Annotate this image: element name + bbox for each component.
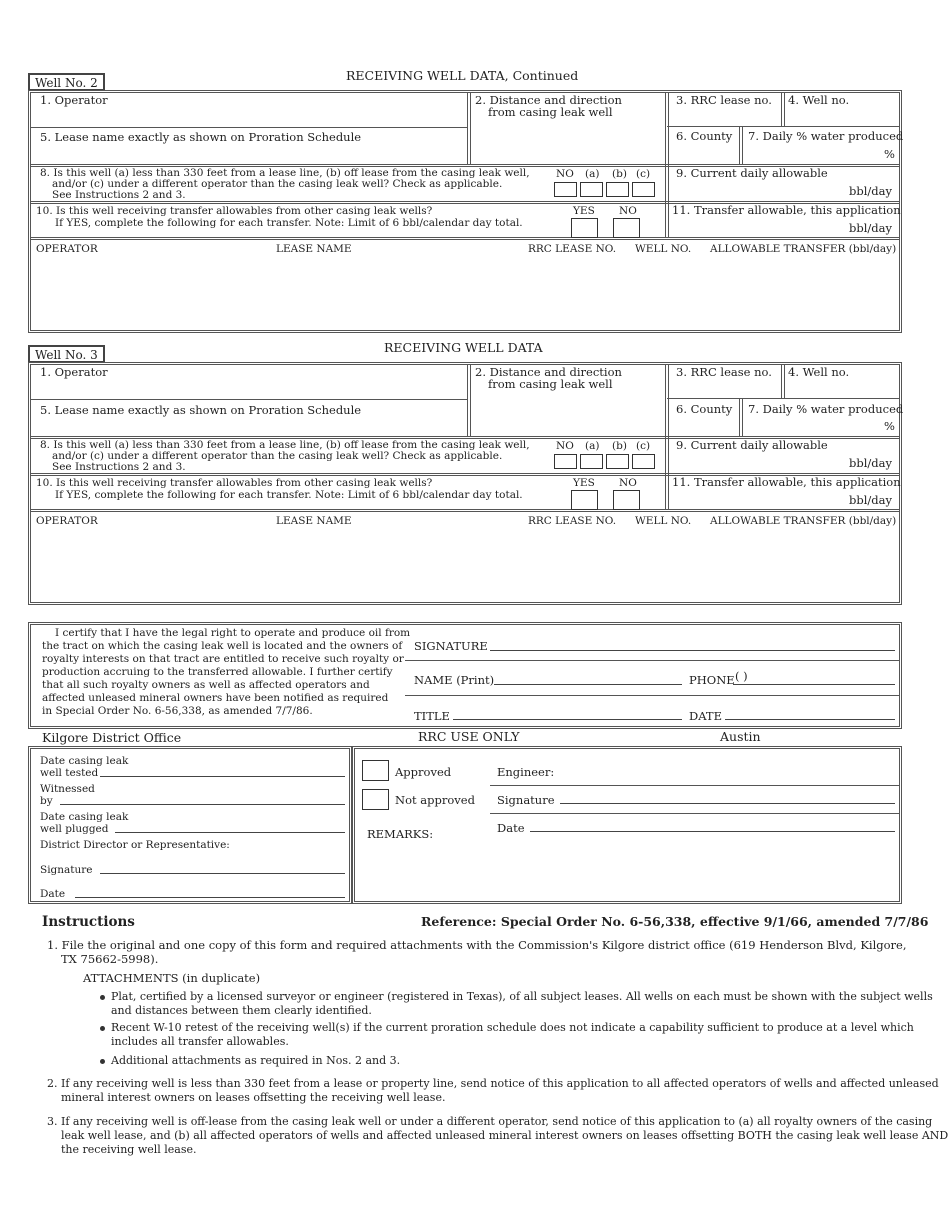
well-2-distance-label: 2. Distance and direction <box>475 93 622 107</box>
instruction-3-line-1: 3. If any receiving well is off-lease from the casing leak well or under a different operator, send notice of this application to (a) all royalty owners of the casing <box>47 1115 933 1128</box>
well-3-col-operator: OPERATOR <box>36 515 98 527</box>
well-3-transfer-unit: bbl/day <box>849 493 892 507</box>
district-witnessed-field[interactable] <box>60 804 345 805</box>
cert-line-7: in Special Order No. 6-56,338, as amended 7/7/86. <box>42 705 313 717</box>
well-2-q10-yes-label: YES <box>573 205 595 217</box>
well-2-county-field[interactable] <box>672 144 736 162</box>
well-3-distance-label: 2. Distance and direction <box>475 365 622 379</box>
well-2-percent-unit: % <box>884 147 895 161</box>
district-witnessed-label-1: Witnessed <box>40 783 95 795</box>
well-2-col-rrc: RRC LEASE NO. <box>528 243 617 255</box>
well-2-q10-no-label: NO <box>619 205 637 217</box>
well-2-transfer-label: 11. Transfer allowable, this application <box>672 203 901 217</box>
well-2-transfer-field[interactable] <box>672 218 842 234</box>
austin-signature-label: Signature <box>497 793 555 807</box>
well-3-operator-label: 1. Operator <box>40 365 108 379</box>
cert-phone-parens: ( ) <box>735 669 748 683</box>
district-signature-label: Signature <box>40 864 93 876</box>
district-plugged-label-1: Date casing leak <box>40 811 129 823</box>
cert-name-field[interactable] <box>494 684 682 685</box>
district-tested-label-1: Date casing leak <box>40 755 129 767</box>
cert-line-2: the tract on which the casing leak well is located and the owners of <box>42 640 403 652</box>
well-3-q10-line-2: If YES, complete the following for each transfer. Note: Limit of 6 bbl/calendar day total. <box>55 489 523 501</box>
well-2-well-no-field[interactable] <box>786 108 898 124</box>
well-2-q10-no-checkbox[interactable] <box>613 218 640 238</box>
well-2-tag <box>28 73 105 91</box>
well-3-distance-field[interactable] <box>472 394 662 434</box>
well-2-col-operator: OPERATOR <box>36 243 98 255</box>
instruction-2-line-1: 2. If any receiving well is less than 330 feet from a lease or property line, send notice of this application to all affected operators of wells and affected unleased <box>47 1077 939 1090</box>
well-3-q8-b-label: (b) <box>612 440 627 452</box>
well-2-q8-no-label: NO <box>556 168 574 180</box>
cert-name-label: NAME (Print) <box>414 673 495 687</box>
well-3-q10-no-label: NO <box>619 477 637 489</box>
district-date-label: Date <box>40 888 66 900</box>
well-2-transfer-table[interactable] <box>32 258 898 328</box>
cert-line-4: production accruing to the transferred allowable. I further certify <box>42 666 393 678</box>
well-3-q8-c-label: (c) <box>636 440 651 452</box>
bullet-1-icon <box>100 995 105 1000</box>
well-3-tag-label: Well No. 3 <box>35 348 98 362</box>
well-2-q8-line-3: See Instructions 2 and 3. <box>52 189 186 201</box>
well-2-operator-field[interactable] <box>40 108 460 125</box>
well-3-rrc-lease-field[interactable] <box>672 380 778 396</box>
well-3-q8-c-checkbox[interactable] <box>632 454 655 469</box>
cert-phone-field[interactable] <box>733 684 895 685</box>
well-2-q8-b-label: (b) <box>612 168 627 180</box>
well-3-transfer-field[interactable] <box>672 490 842 506</box>
well-2-transfer-unit: bbl/day <box>849 221 892 235</box>
cert-signature-field[interactable] <box>490 650 895 651</box>
district-witnessed-label-2: by <box>40 795 53 807</box>
austin-signature-field[interactable] <box>560 803 895 804</box>
well-3-allowable-unit: bbl/day <box>849 456 892 470</box>
well-2-rrc-lease-field[interactable] <box>672 108 778 124</box>
well-2-title: RECEIVING WELL DATA, Continued <box>346 68 579 83</box>
cert-signature-label: SIGNATURE <box>414 639 488 653</box>
well-2-q10-line-2: If YES, complete the following for each transfer. Note: Limit of 6 bbl/calendar day total. <box>55 217 523 229</box>
well-3-q10-no-checkbox[interactable] <box>613 490 640 510</box>
well-2-well-no-label: 4. Well no. <box>788 93 850 107</box>
well-2-q8-line-1: 8. Is this well (a) less than 330 feet from a lease line, (b) off lease from the casing leak well, <box>40 167 530 179</box>
attachment-1-line-1: Plat, certified by a licensed surveyor or engineer (registered in Texas), of all subject leases. All wells on each must be shown with the subject wells <box>111 990 933 1003</box>
cert-date-field[interactable] <box>725 719 895 720</box>
district-plugged-label-2: well plugged <box>40 823 109 835</box>
instruction-1-line-2: TX 75662-5998). <box>61 952 159 966</box>
well-3-lease-name-field[interactable] <box>40 418 460 434</box>
cert-date-label: DATE <box>689 709 722 723</box>
well-3-q8-a-label: (a) <box>585 440 600 452</box>
well-2-q8-no-checkbox[interactable] <box>554 182 577 197</box>
well-3-tag <box>28 345 105 363</box>
well-3-q10-yes-checkbox[interactable] <box>571 490 598 510</box>
district-director-label: District Director or Representative: <box>40 839 230 851</box>
well-2-allowable-label: 9. Current daily allowable <box>676 166 828 180</box>
attachment-2-line-2: includes all transfer allowables. <box>111 1035 289 1048</box>
instruction-1-line-1: 1. File the original and one copy of this form and required attachments with the Commission's Kilgore district office (619 Henderson Blvd, Kilgore, <box>47 938 907 952</box>
austin-date-field[interactable] <box>530 831 895 832</box>
well-3-rrc-lease-label: 3. RRC lease no. <box>676 365 772 379</box>
well-3-well-no-field[interactable] <box>786 380 898 396</box>
cert-line-1: I certify that I have the legal right to operate and produce oil from <box>55 627 411 639</box>
well-2-lease-name-label: 5. Lease name exactly as shown on Proration Schedule <box>40 130 362 144</box>
remarks-field[interactable] <box>367 845 887 895</box>
engineer-label: Engineer: <box>497 765 555 779</box>
well-3-col-rrc: RRC LEASE NO. <box>528 515 617 527</box>
well-3-col-lease: LEASE NAME <box>276 515 352 527</box>
attachments-heading: ATTACHMENTS (in duplicate) <box>83 971 261 985</box>
cert-line-6: affected unleased mineral owners have been notified as required <box>42 692 389 704</box>
well-2-tag-label: Well No. 2 <box>35 76 98 90</box>
rrc-use-only-label: RRC USE ONLY <box>418 729 520 744</box>
cert-line-5: that all such royalty owners as well as affected operators and <box>42 679 370 691</box>
attachment-2-line-1: Recent W-10 retest of the receiving well(s) if the current proration schedule does not indicate a capability sufficient to produce at a level which <box>111 1021 914 1034</box>
well-2-water-label: 7. Daily % water produced <box>748 129 904 143</box>
well-2-q8-c-checkbox[interactable] <box>632 182 655 197</box>
well-3-well-no-label: 4. Well no. <box>788 365 850 379</box>
instruction-3-line-2: leak well lease, and (b) all affected operators of wells and affected unleased mineral interest owners on leases offsetting BOTH the casing leak well lease AND <box>61 1129 949 1142</box>
well-2-q8-a-checkbox[interactable] <box>580 182 603 197</box>
well-3-q10-yes-label: YES <box>573 477 595 489</box>
well-2-lease-name-field[interactable] <box>40 145 460 162</box>
approved-checkbox[interactable] <box>362 760 389 781</box>
well-3-distance-label-2: from casing leak well <box>488 377 613 391</box>
well-2-county-label: 6. County <box>676 129 733 143</box>
district-plugged-field[interactable] <box>115 832 345 833</box>
well-2-q10-line-1: 10. Is this well receiving transfer allowables from other casing leak wells? <box>36 205 433 217</box>
district-tested-field[interactable] <box>100 776 345 777</box>
cert-title-label: TITLE <box>414 709 450 723</box>
cert-line-3: royalty interests on that tract are entitled to receive such royalty or <box>42 653 404 665</box>
well-2-col-allowable: ALLOWABLE TRANSFER (bbl/day) <box>710 243 897 255</box>
well-2-q8-c-label: (c) <box>636 168 651 180</box>
well-3-water-label: 7. Daily % water produced <box>748 402 904 416</box>
well-3-county-label: 6. County <box>676 402 733 416</box>
well-3-transfer-label: 11. Transfer allowable, this application <box>672 475 901 489</box>
cert-phone-label: PHONE <box>689 673 735 687</box>
well-3-percent-unit: % <box>884 419 895 433</box>
district-signature-field[interactable] <box>100 873 345 874</box>
cert-title-field[interactable] <box>453 719 682 720</box>
well-2-q8-line-2: and/or (c) under a different operator than the casing leak well? Check as applicable. <box>52 178 503 190</box>
well-3-transfer-table[interactable] <box>32 530 898 600</box>
well-3-q8-no-label: NO <box>556 440 574 452</box>
well-2-distance-field[interactable] <box>472 122 662 162</box>
well-3-title: RECEIVING WELL DATA <box>384 340 543 355</box>
austin-office-label: Austin <box>720 729 761 744</box>
well-3-operator-field[interactable] <box>40 380 460 397</box>
well-3-water-field[interactable] <box>746 416 882 434</box>
well-3-q10-line-1: 10. Is this well receiving transfer allowables from other casing leak wells? <box>36 477 433 489</box>
bullet-3-icon <box>100 1059 105 1064</box>
not-approved-label: Not approved <box>395 793 475 807</box>
well-3-q8-a-checkbox[interactable] <box>580 454 603 469</box>
austin-date-label: Date <box>497 821 525 835</box>
well-2-allowable-unit: bbl/day <box>849 184 892 198</box>
well-3-lease-name-label: 5. Lease name exactly as shown on Proration Schedule <box>40 403 362 417</box>
not-approved-checkbox[interactable] <box>362 789 389 810</box>
district-date-field[interactable] <box>75 897 345 898</box>
well-2-allowable-field[interactable] <box>672 180 842 198</box>
well-3-col-well: WELL NO. <box>635 515 692 527</box>
remarks-label: REMARKS: <box>367 827 434 841</box>
well-2-rrc-lease-label: 3. RRC lease no. <box>676 93 772 107</box>
instructions-heading: Instructions <box>42 914 135 930</box>
well-3-allowable-field[interactable] <box>672 452 842 470</box>
well-2-q8-b-checkbox[interactable] <box>606 182 629 197</box>
kilgore-office-label: Kilgore District Office <box>42 730 182 745</box>
well-2-distance-label-2: from casing leak well <box>488 105 613 119</box>
approved-label: Approved <box>395 765 452 779</box>
well-2-q10-yes-checkbox[interactable] <box>571 218 598 238</box>
well-3-col-allowable: ALLOWABLE TRANSFER (bbl/day) <box>710 515 897 527</box>
well-3-q8-line-2: and/or (c) under a different operator than the casing leak well? Check as applicable. <box>52 450 503 462</box>
instruction-2-line-2: mineral interest owners on leases offsetting the receiving well lease. <box>61 1091 446 1104</box>
instructions-reference: Reference: Special Order No. 6-56,338, effective 9/1/66, amended 7/7/86 <box>421 914 929 929</box>
well-2-col-well: WELL NO. <box>635 243 692 255</box>
well-3-q8-b-checkbox[interactable] <box>606 454 629 469</box>
attachment-3: Additional attachments as required in Nos. 2 and 3. <box>111 1054 401 1067</box>
bullet-2-icon <box>100 1026 105 1031</box>
well-2-water-field[interactable] <box>746 144 882 162</box>
well-3-allowable-label: 9. Current daily allowable <box>676 438 828 452</box>
well-2-col-lease: LEASE NAME <box>276 243 352 255</box>
well-3-q8-line-3: See Instructions 2 and 3. <box>52 461 186 473</box>
well-2-q8-a-label: (a) <box>585 168 600 180</box>
attachment-1-line-2: and distances between them clearly identified. <box>111 1004 372 1017</box>
well-3-q8-line-1: 8. Is this well (a) less than 330 feet from a lease line, (b) off lease from the casing leak well, <box>40 439 530 451</box>
well-3-county-field[interactable] <box>672 416 736 434</box>
instruction-3-line-3: the receiving well lease. <box>61 1143 197 1156</box>
well-3-q8-no-checkbox[interactable] <box>554 454 577 469</box>
district-tested-label-2: well tested <box>40 767 99 779</box>
well-2-operator-label: 1. Operator <box>40 93 108 107</box>
